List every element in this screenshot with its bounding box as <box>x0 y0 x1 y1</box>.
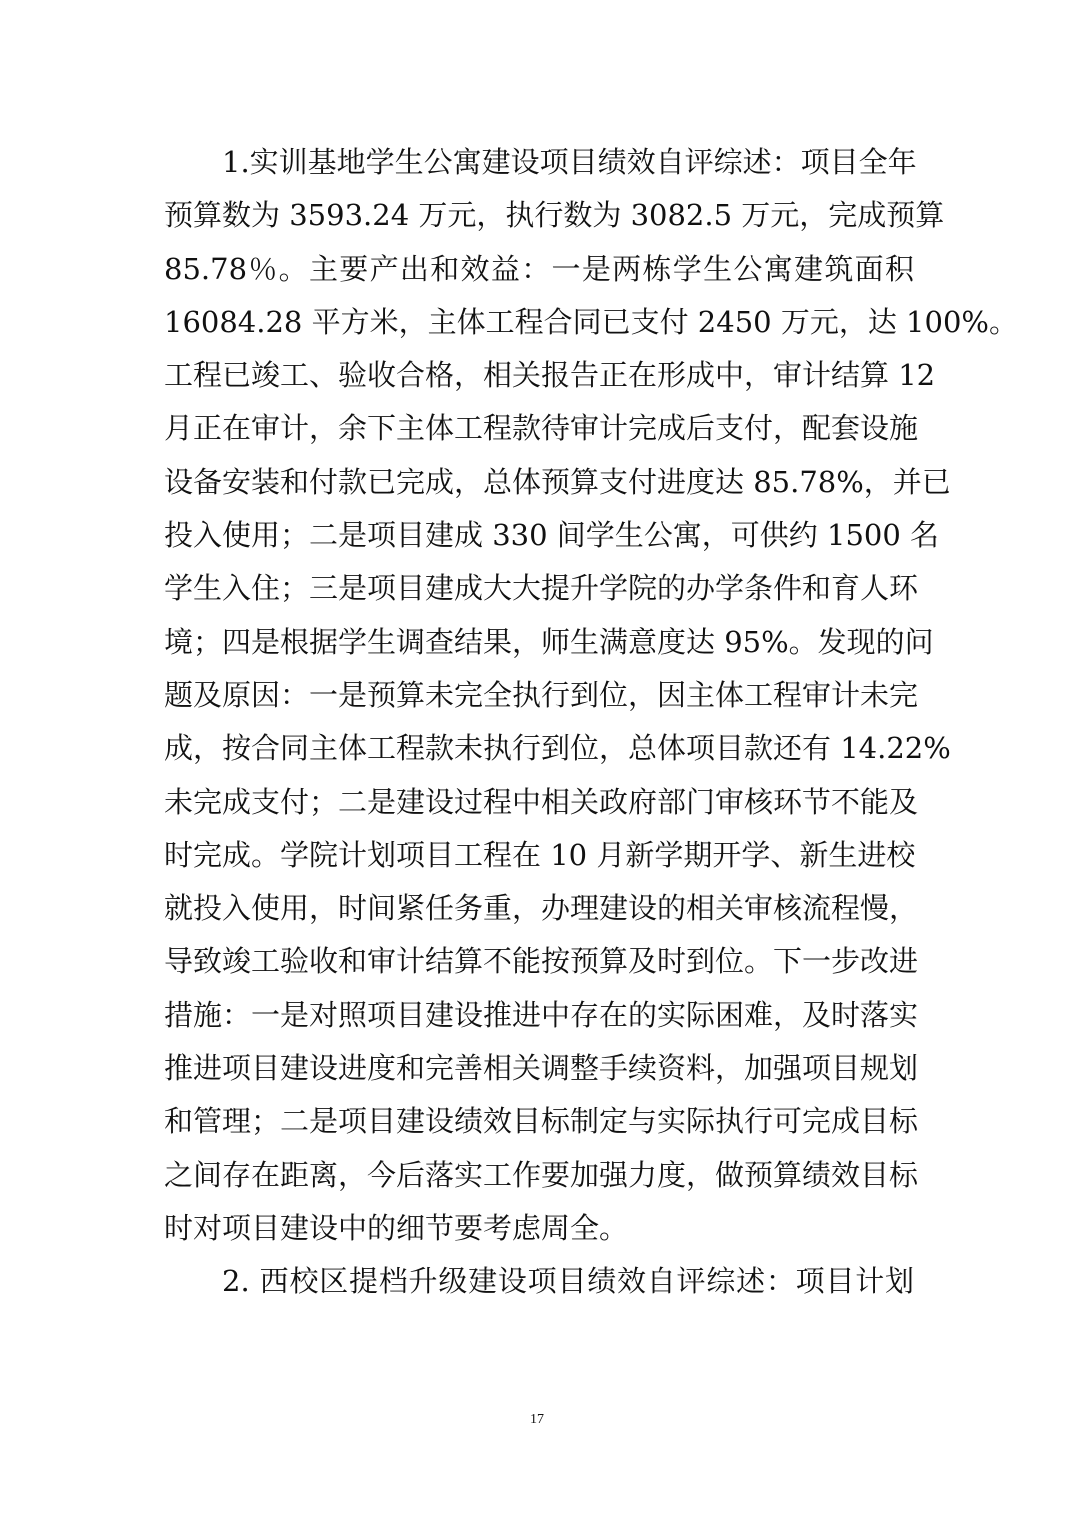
paragraph-1-line-11: 题及原因：一是预算未完全执行到位，因主体工程审计未完 <box>164 677 919 712</box>
paragraph-1-line-4: 16084.28 平方米，主体工程合同已支付 2450 万元，达 100%。 <box>164 304 1018 339</box>
paragraph-1-line-5: 工程已竣工、验收合格，相关报告正在形成中，审计结算 12 <box>164 358 936 393</box>
paragraph-1-line-15: 就投入使用，时间紧任务重，办理建设的相关审核流程慢， <box>164 891 919 926</box>
paragraph-1-line-20: 之间存在距离，今后落实工作要加强力度，做预算绩效目标 <box>164 1157 919 1192</box>
paragraph-1-line-17: 措施：一是对照项目建设推进中存在的实际困难，及时落实 <box>164 997 919 1032</box>
paragraph-1-line-10: 境；四是根据学生调查结果，师生满意度达 95%。发现的问 <box>164 624 934 659</box>
paragraph-1-line-2: 预算数为 3593.24 万元，执行数为 3082.5 万元，完成预算 <box>164 198 945 233</box>
paragraph-1-line-3: 85.78％。主要产出和效益：一是两栋学生公寓建筑面积 <box>164 251 914 286</box>
paragraph-1-line-18: 推进项目建设进度和完善相关调整手续资料，加强项目规划 <box>164 1051 919 1086</box>
paragraph-1-line-12: 成，按合同主体工程款未执行到位，总体项目款还有 14.22% <box>164 731 951 766</box>
body-text <box>164 136 1018 1309</box>
paragraph-1-line-7: 设备安装和付款已完成，总体预算支付进度达 85.78%，并已 <box>164 464 951 499</box>
paragraph-1-line-8: 投入使用；二是项目建成 330 间学生公寓，可供约 1500 名 <box>164 518 940 553</box>
paragraph-1-line-14: 时完成。学院计划项目工程在 10 月新学期开学、新生进校 <box>164 837 916 872</box>
paragraph-2-line-1: 2. 西校区提档升级建设项目绩效自评综述：项目计划 <box>222 1264 914 1299</box>
paragraph-1-line-13: 未完成支付；二是建设过程中相关政府部门审核环节不能及 <box>164 784 919 819</box>
page-number: 17 <box>530 1412 544 1427</box>
paragraph-1-line-16: 导致竣工验收和审计结算不能按预算及时到位。下一步改进 <box>164 944 919 979</box>
paragraph-1-line-9: 学生入住；三是项目建成大大提升学院的办学条件和育人环 <box>164 571 919 606</box>
paragraph-1-line-6: 月正在审计，余下主体工程款待审计完成后支付，配套设施 <box>164 411 919 446</box>
paragraph-1-line-21: 时对项目建设中的细节要考虑周全。 <box>164 1210 629 1245</box>
paragraph-1-line-1: 1.实训基地学生公寓建设项目绩效自评综述：项目全年 <box>222 145 917 179</box>
paragraph-1-line-19: 和管理；二是项目建设绩效目标制定与实际执行可完成目标 <box>164 1104 919 1139</box>
